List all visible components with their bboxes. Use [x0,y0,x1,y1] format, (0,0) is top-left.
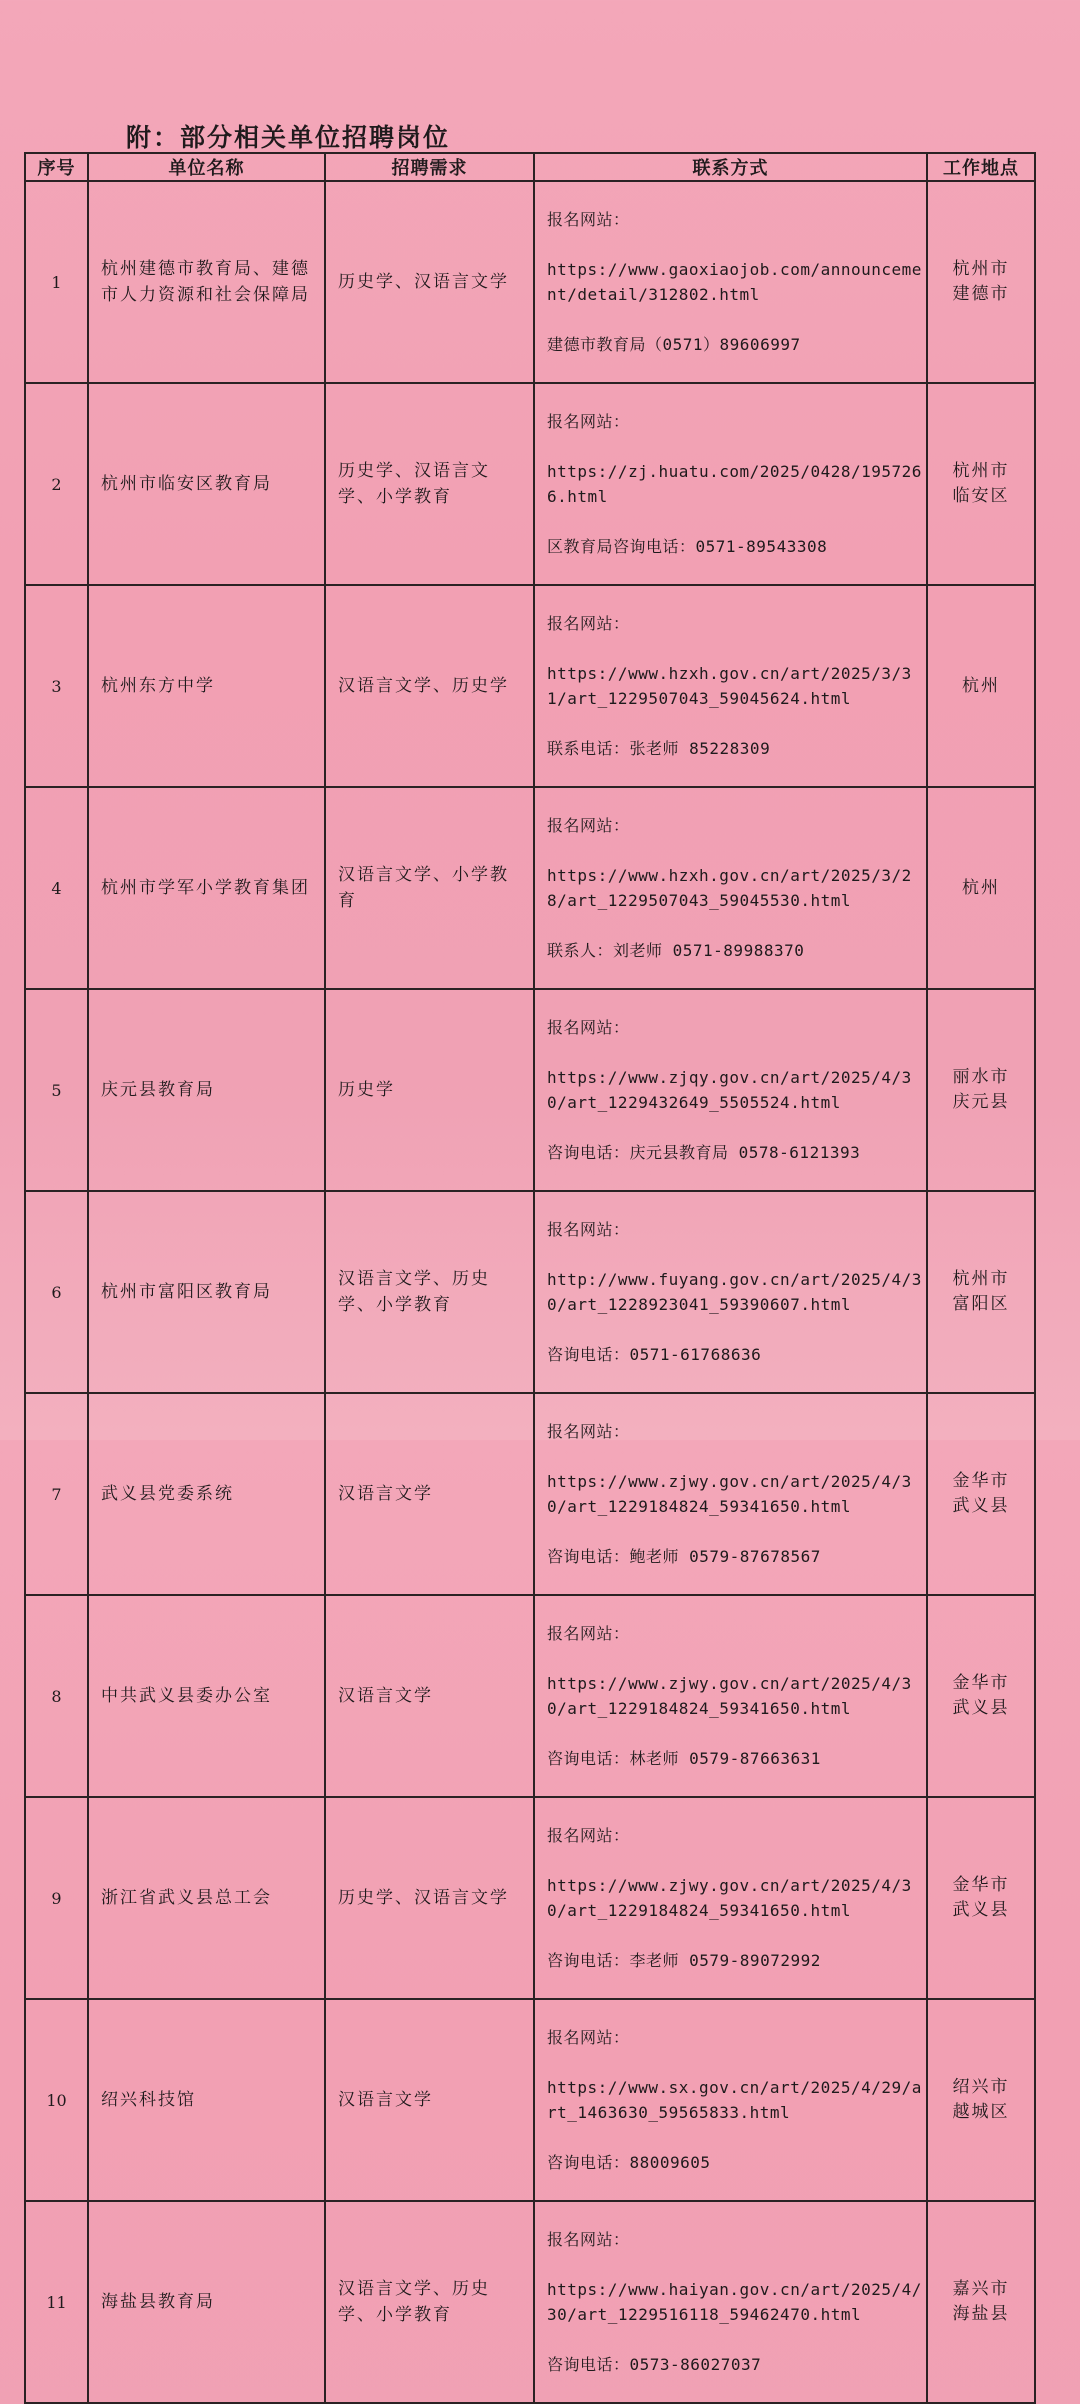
contact-phone: 咨询电话：鲍老师 0579-87678567 [547,1547,821,1566]
contact-url: https://www.sx.gov.cn/art/2025/4/29/art_1463630_59565833.html [547,2078,922,2122]
contact-url: https://www.hzxh.gov.cn/art/2025/3/31/art_1229507043_59045624.html [547,664,912,708]
contact-phone: 咨询电话：李老师 0579-89072992 [547,1951,821,1970]
table-header-row [25,153,1035,181]
contact-label: 报名网站： [547,1018,630,1037]
row-seq: 10 [25,1999,88,2201]
row-unit: 绍兴科技馆 [88,1999,325,2201]
row-contact [534,1595,927,1797]
row-requirement: 汉语言文学、历史学 [325,585,534,787]
contact-phone: 咨询电话：0573-86027037 [547,2355,762,2374]
header-location: 工作地点 [927,153,1035,181]
header-seq: 序号 [25,153,88,181]
contact-label: 报名网站： [547,614,630,633]
recruitment-table [24,152,1036,2404]
contact-url: https://www.zjwy.gov.cn/art/2025/4/30/art_1229184824_59341650.html [547,1674,912,1718]
row-requirement: 汉语言文学 [325,1999,534,2201]
contact-url: https://www.gaoxiaojob.com/announcement/detail/312802.html [547,260,922,304]
row-requirement: 汉语言文学 [325,1393,534,1595]
contact-url: http://www.fuyang.gov.cn/art/2025/4/30/art_1228923041_59390607.html [547,1270,922,1314]
header-requirement: 招聘需求 [325,153,534,181]
row-unit: 海盐县教育局 [88,2201,325,2403]
contact-phone: 咨询电话：0571-61768636 [547,1345,762,1364]
row-requirement: 汉语言文学、历史学、小学教育 [325,2201,534,2403]
row-requirement: 汉语言文学、小学教育 [325,787,534,989]
contact-label: 报名网站： [547,816,630,835]
row-contact [534,1797,927,1999]
contact-url: https://www.zjqy.gov.cn/art/2025/4/30/art_1229432649_5505524.html [547,1068,912,1112]
row-seq: 4 [25,787,88,989]
row-contact [534,181,927,383]
row-location: 金华市 武义县 [927,1595,1035,1797]
contact-label: 报名网站： [547,1220,630,1239]
row-contact [534,383,927,585]
table-row [25,1999,1035,2201]
row-contact [534,787,927,989]
row-location: 嘉兴市 海盐县 [927,2201,1035,2403]
contact-phone: 建德市教育局（0571）89606997 [547,335,801,354]
contact-phone: 联系电话：张老师 85228309 [547,739,771,758]
row-requirement: 汉语言文学 [325,1595,534,1797]
contact-url: https://www.zjwy.gov.cn/art/2025/4/30/art_1229184824_59341650.html [547,1876,912,1920]
row-unit: 杭州市学军小学教育集团 [88,787,325,989]
row-seq: 3 [25,585,88,787]
table-row [25,1191,1035,1393]
row-requirement: 历史学、汉语言文学 [325,1797,534,1999]
contact-url: https://www.hzxh.gov.cn/art/2025/3/28/art_1229507043_59045530.html [547,866,912,910]
contact-url: https://www.zjwy.gov.cn/art/2025/4/30/art_1229184824_59341650.html [547,1472,912,1516]
contact-phone: 区教育局咨询电话：0571-89543308 [547,537,828,556]
contact-label: 报名网站： [547,210,630,229]
row-unit: 庆元县教育局 [88,989,325,1191]
row-unit: 杭州东方中学 [88,585,325,787]
row-location: 杭州 [927,585,1035,787]
row-location: 金华市 武义县 [927,1393,1035,1595]
row-seq: 2 [25,383,88,585]
header-unit: 单位名称 [88,153,325,181]
row-unit: 中共武义县委办公室 [88,1595,325,1797]
row-contact [534,989,927,1191]
row-location: 杭州 [927,787,1035,989]
row-contact [534,1191,927,1393]
row-seq: 1 [25,181,88,383]
row-unit: 杭州市富阳区教育局 [88,1191,325,1393]
contact-url: https://zj.huatu.com/2025/0428/1957266.html [547,462,922,506]
row-requirement: 历史学、汉语言文学 [325,181,534,383]
contact-label: 报名网站： [547,1624,630,1643]
contact-url: https://www.haiyan.gov.cn/art/2025/4/30/art_1229516118_59462470.html [547,2280,922,2324]
table-row [25,383,1035,585]
contact-label: 报名网站： [547,1422,630,1441]
contact-phone: 咨询电话：88009605 [547,2153,711,2172]
row-seq: 9 [25,1797,88,1999]
row-contact [534,2201,927,2403]
header-contact: 联系方式 [534,153,927,181]
contact-phone: 咨询电话：庆元县教育局 0578-6121393 [547,1143,861,1162]
contact-phone: 联系人：刘老师 0571-89988370 [547,941,805,960]
row-location: 绍兴市 越城区 [927,1999,1035,2201]
row-unit: 杭州市临安区教育局 [88,383,325,585]
row-location: 杭州市 富阳区 [927,1191,1035,1393]
row-seq: 5 [25,989,88,1191]
row-unit: 武义县党委系统 [88,1393,325,1595]
document-title: 附：部分相关单位招聘岗位 [126,123,451,152]
row-requirement: 历史学、汉语言文学、小学教育 [325,383,534,585]
row-location: 丽水市 庆元县 [927,989,1035,1191]
table-row [25,1797,1035,1999]
row-seq: 7 [25,1393,88,1595]
table-row [25,2201,1035,2403]
row-contact [534,1999,927,2201]
row-requirement: 历史学 [325,989,534,1191]
row-seq: 8 [25,1595,88,1797]
table-row [25,1393,1035,1595]
row-location: 杭州市 临安区 [927,383,1035,585]
table-row [25,585,1035,787]
row-requirement: 汉语言文学、历史学、小学教育 [325,1191,534,1393]
table-row [25,181,1035,383]
row-location: 杭州市 建德市 [927,181,1035,383]
table-row [25,989,1035,1191]
contact-label: 报名网站： [547,2230,630,2249]
row-seq: 6 [25,1191,88,1393]
row-contact [534,585,927,787]
contact-label: 报名网站： [547,1826,630,1845]
row-location: 金华市 武义县 [927,1797,1035,1999]
table-body [25,181,1035,2403]
contact-phone: 咨询电话：林老师 0579-87663631 [547,1749,821,1768]
row-unit: 杭州建德市教育局、建德市人力资源和社会保障局 [88,181,325,383]
table-row [25,787,1035,989]
row-contact [534,1393,927,1595]
row-unit: 浙江省武义县总工会 [88,1797,325,1999]
contact-label: 报名网站： [547,2028,630,2047]
contact-label: 报名网站： [547,412,630,431]
row-seq: 11 [25,2201,88,2403]
table-row [25,1595,1035,1797]
